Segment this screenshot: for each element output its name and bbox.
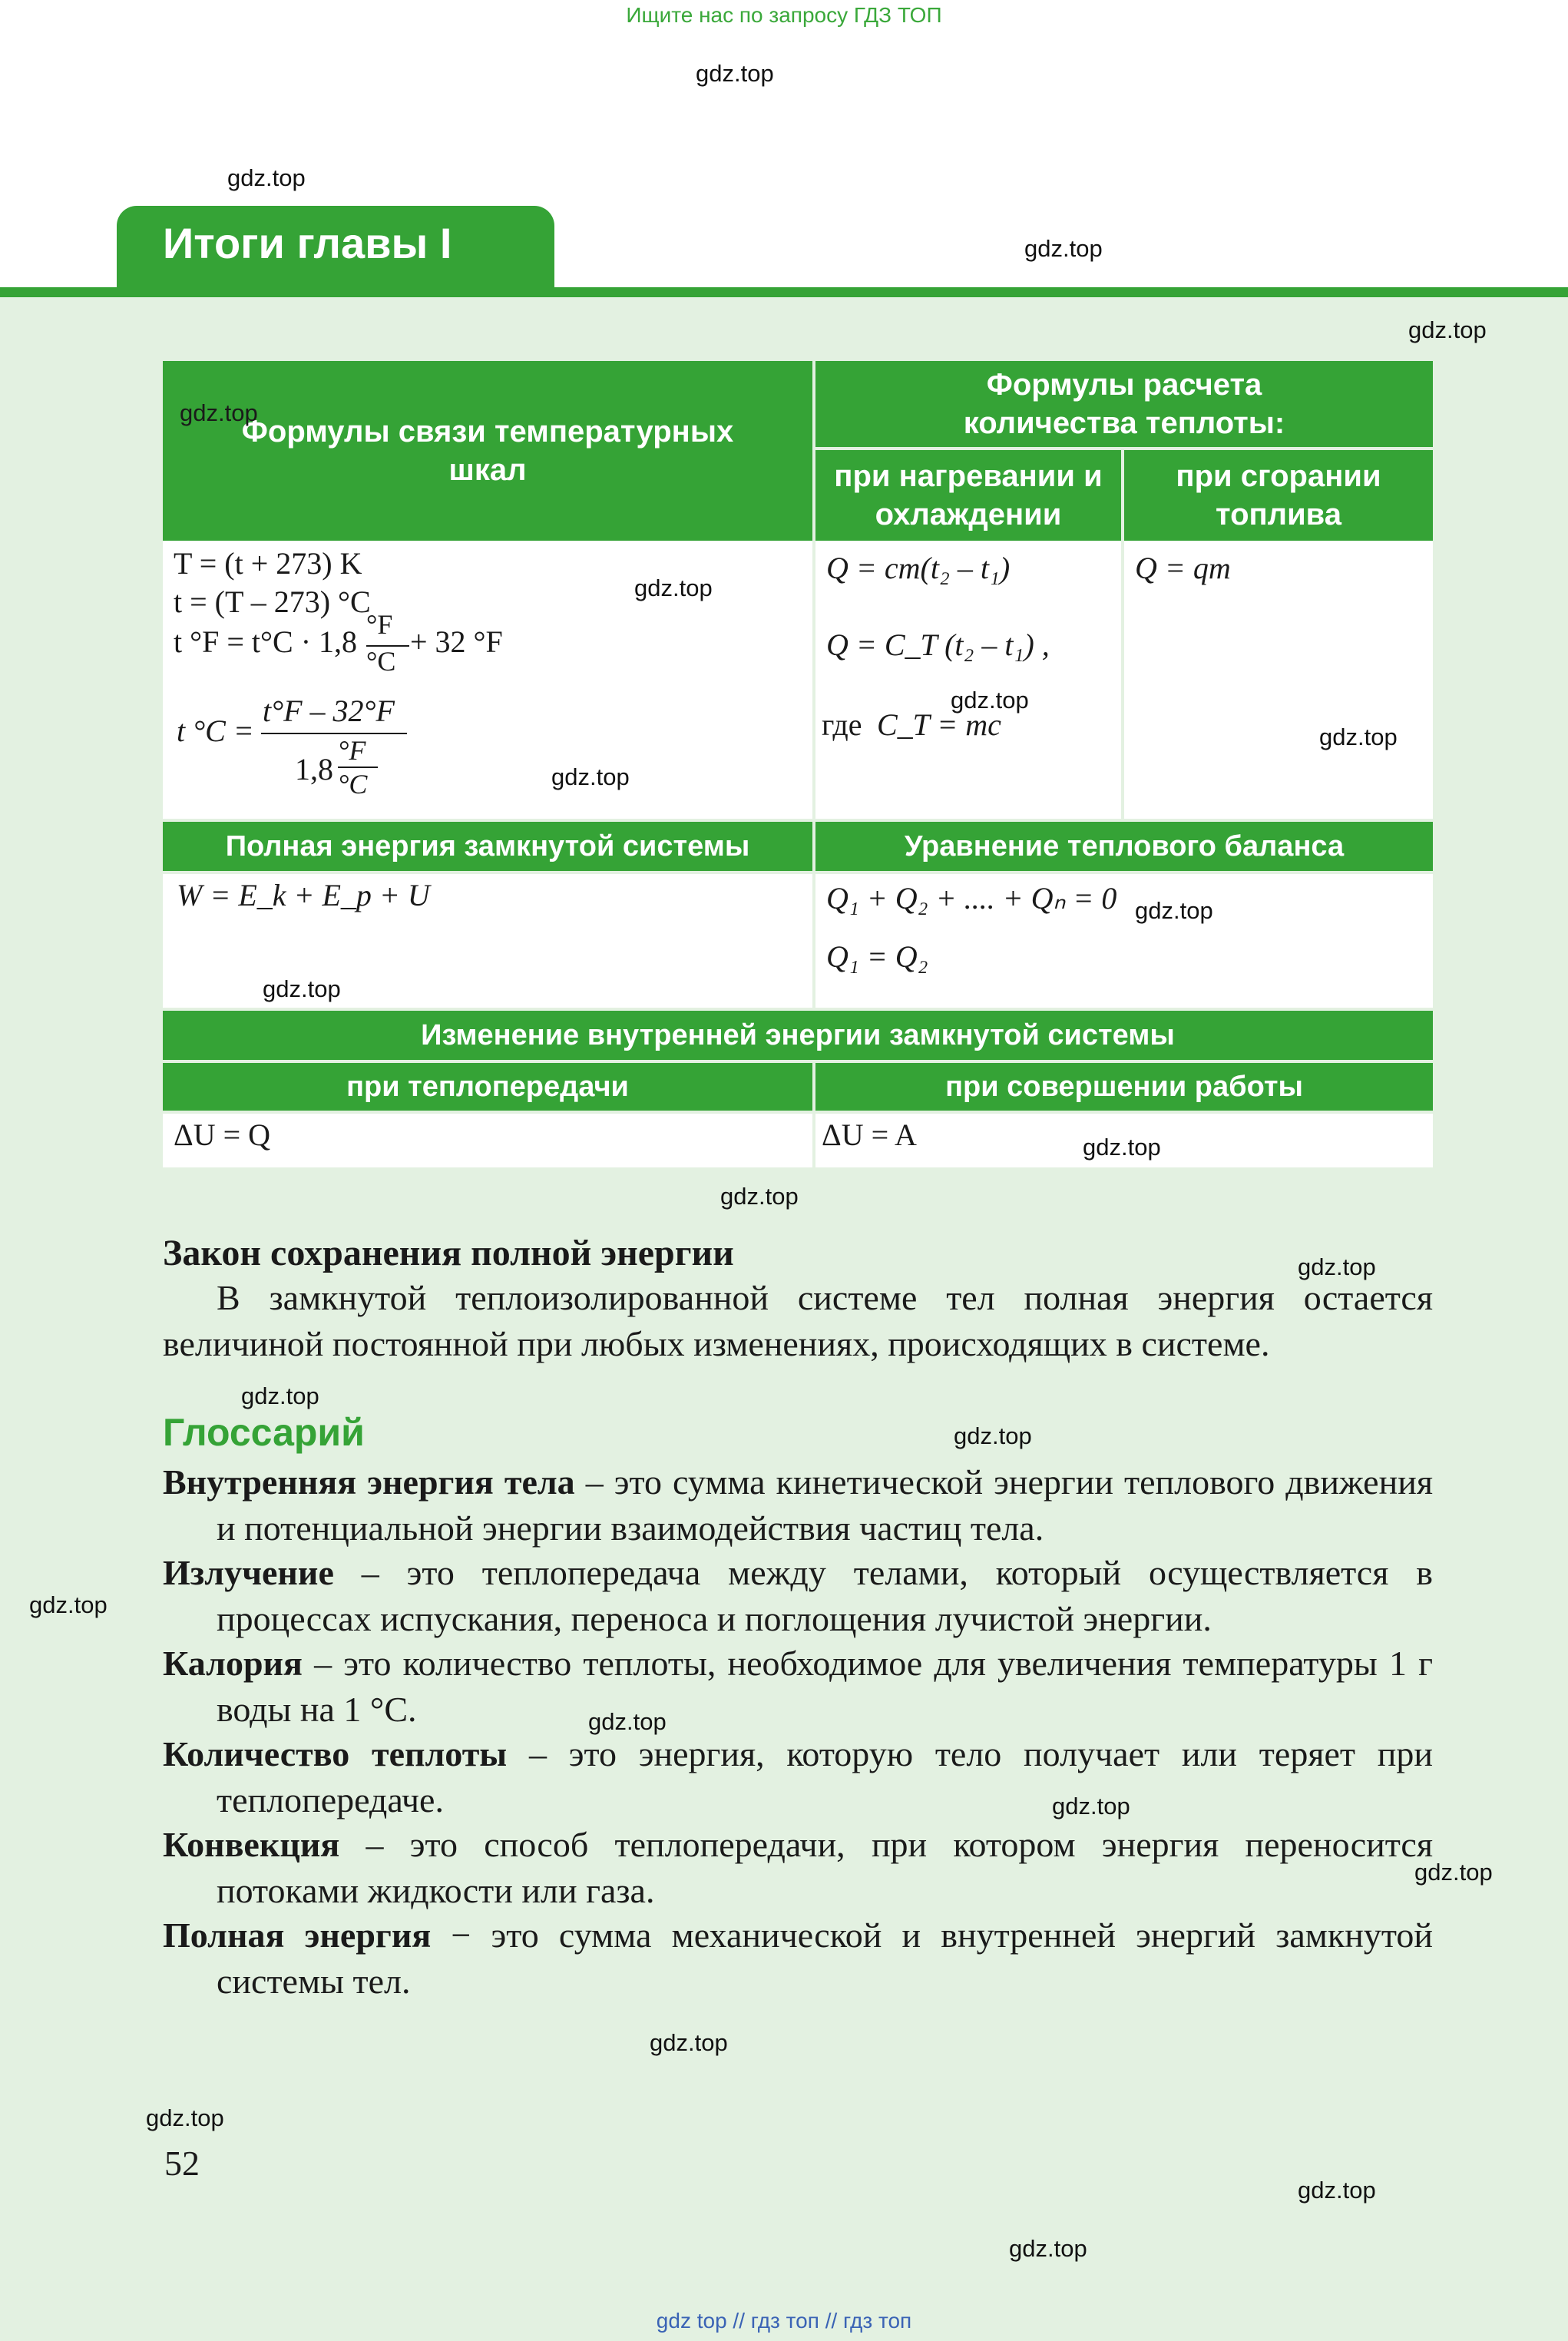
formula-celsius-den-prefix: 1,8 bbox=[295, 752, 333, 786]
watermark: gdz.top bbox=[551, 763, 630, 790]
formula-q-cm: Q = cm(t₂ – t₁) bbox=[826, 551, 1011, 585]
watermark: gdz.top bbox=[146, 2104, 224, 2131]
glossary-term: Излучение bbox=[163, 1553, 334, 1592]
glossary-definition: – это количество теплоты, необходимое для увеличения температуры 1 г воды на 1 °С. bbox=[217, 1644, 1433, 1729]
watermark: gdz.top bbox=[1052, 1793, 1130, 1819]
watermark: gdz.top bbox=[1319, 723, 1398, 750]
glossary-term: Конвекция bbox=[163, 1825, 340, 1864]
formula-du-q: ΔU = Q bbox=[174, 1118, 271, 1152]
header-scales: Формулы связи температурных шкал bbox=[163, 361, 812, 541]
formula-kelvin: T = (t + 273) K bbox=[174, 546, 362, 581]
header-heat-balance: Уравнение теплового баланса bbox=[815, 822, 1433, 871]
watermark: gdz.top bbox=[951, 687, 1029, 714]
formula-celsius-from-kelvin: t = (T – 273) °C bbox=[174, 584, 371, 619]
glossary-item bbox=[163, 1731, 1433, 1823]
summary-table bbox=[163, 361, 1433, 1167]
header-fuel: при сгорании топлива bbox=[1124, 450, 1433, 541]
formula-du-a: ΔU = A bbox=[822, 1118, 917, 1152]
glossary-definition: – это способ теплопередачи, при котором энергия переносится потоками жидкости или газа. bbox=[217, 1825, 1433, 1910]
formula-celsius-den-den: °C bbox=[338, 769, 368, 800]
watermark: gdz.top bbox=[1024, 235, 1103, 262]
glossary-term: Полная энергия bbox=[163, 1916, 432, 1955]
header-work: при совершении работы bbox=[815, 1063, 1433, 1111]
watermark: gdz.top bbox=[227, 164, 306, 191]
formula-fahrenheit: t °F = t°C · 1,8 bbox=[174, 624, 358, 659]
header-internal-energy-change: Изменение внутренней энергии замкнутой системы bbox=[163, 1011, 1433, 1060]
fraction-f-numerator: °F bbox=[366, 609, 393, 640]
formula-ct-mc: C_T = mc bbox=[877, 707, 1001, 742]
celsius-fraction-line bbox=[261, 733, 407, 734]
glossary-term: Внутренняя энергия тела bbox=[163, 1462, 575, 1502]
glossary-item bbox=[163, 1641, 1433, 1733]
watermark: gdz.top bbox=[1298, 2177, 1376, 2204]
formula-balance-sum: Q₁ + Q₂ + .... + Qₙ = 0 bbox=[826, 881, 1117, 916]
formula-balance-equal: Q₁ = Q₂ bbox=[826, 939, 928, 974]
watermark: gdz.top bbox=[1414, 1859, 1493, 1886]
watermark: gdz.top bbox=[634, 574, 713, 601]
watermark: gdz.top bbox=[241, 1382, 319, 1409]
formula-total-energy: W = E_k + E_p + U bbox=[177, 878, 430, 912]
watermark: gdz.top bbox=[180, 399, 258, 426]
page-number: 52 bbox=[164, 2144, 200, 2183]
watermark: gdz.top bbox=[588, 1708, 667, 1735]
glossary-definition: – это сумма кинетической энергии теплового движения и потенциальной энергии взаимодействия частиц тела. bbox=[217, 1462, 1433, 1548]
watermark: gdz.top bbox=[1009, 2235, 1087, 2262]
watermark: gdz.top bbox=[1135, 897, 1213, 924]
footer-links: gdz top // гдз топ // гдз топ bbox=[656, 2309, 912, 2333]
watermark: gdz.top bbox=[1298, 1253, 1376, 1280]
chapter-title: Итоги главы I bbox=[163, 219, 452, 267]
watermark: gdz.top bbox=[650, 2029, 728, 2056]
top-notice: Ищите нас по запросу ГДЗ ТОП bbox=[626, 3, 942, 27]
header-heat-amount: Формулы расчета количества теплоты: bbox=[815, 361, 1433, 447]
watermark: gdz.top bbox=[1083, 1134, 1161, 1161]
formula-celsius-numerator: t°F – 32°F bbox=[263, 694, 395, 728]
watermark: gdz.top bbox=[720, 1183, 799, 1210]
glossary-definition: − это сумма механической и внутренней энергий замкнутой системы тел. bbox=[217, 1916, 1433, 2001]
header-rule bbox=[0, 287, 1568, 297]
law-title: Закон сохранения полной энергии bbox=[163, 1233, 734, 1273]
glossary-definition: – это энергия, которую тело получает или теряет при теплопередаче. bbox=[217, 1734, 1433, 1819]
glossary-definition: – это теплопередача между телами, который осуществляется в процессах испускания, переноса и поглощения лучистой энергии. bbox=[217, 1553, 1433, 1638]
formula-celsius-lhs: t °C = bbox=[177, 714, 254, 748]
cell-scales-formulas bbox=[163, 541, 812, 819]
glossary-term: Калория bbox=[163, 1644, 303, 1683]
glossary-item bbox=[163, 1459, 1433, 1551]
header-heat-transfer: при теплопередачи bbox=[163, 1063, 812, 1111]
fraction-f-denominator: °C bbox=[366, 646, 396, 677]
glossary-title: Глоссарий bbox=[163, 1411, 365, 1454]
glossary-item bbox=[163, 1822, 1433, 1914]
watermark: gdz.top bbox=[263, 975, 341, 1002]
watermark: gdz.top bbox=[696, 60, 774, 87]
formula-where: где bbox=[822, 707, 862, 742]
glossary-item bbox=[163, 1550, 1433, 1642]
formula-q-ct: Q = C_T (t₂ – t₁) , bbox=[826, 627, 1050, 662]
watermark: gdz.top bbox=[954, 1422, 1032, 1449]
glossary-term: Количество теплоты bbox=[163, 1734, 508, 1773]
law-text: В замкнутой теплоизолированной системе тел полная энергия остается величиной постоянной при любых изменениях, происходящих в системе. bbox=[163, 1278, 1433, 1363]
watermark: gdz.top bbox=[1408, 316, 1487, 343]
header-total-energy: Полная энергия замкнутой системы bbox=[163, 822, 812, 871]
header-heating: при нагревании и охлаждении bbox=[815, 450, 1121, 541]
formula-q-qm: Q = qm bbox=[1135, 551, 1231, 585]
glossary-item bbox=[163, 1912, 1433, 2005]
watermark: gdz.top bbox=[29, 1591, 108, 1618]
formula-fahrenheit-offset: + 32 °F bbox=[410, 624, 503, 659]
formula-celsius-den-num: °F bbox=[338, 735, 366, 766]
